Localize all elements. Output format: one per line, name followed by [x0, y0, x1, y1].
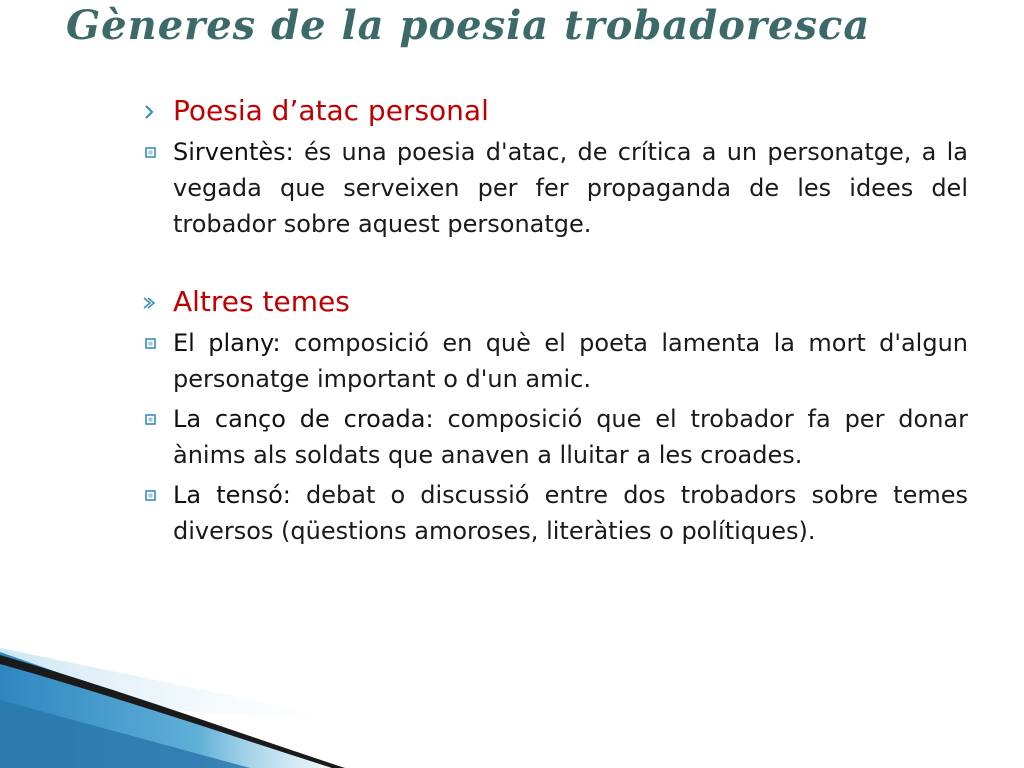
item-term: El plany: — [173, 329, 281, 357]
square-bullet-icon — [145, 338, 156, 349]
section-heading-altres — [142, 283, 968, 321]
slide-title: Gèneres de la poesia trobadoresca — [66, 2, 871, 49]
slide-content — [142, 88, 968, 549]
item-text: és una poesia d'atac, de crítica a un personatge, a la vegada que serveixen per fer propaganda de les idees del trobador sobre aquest personatge. — [173, 138, 968, 238]
square-bullet-icon — [145, 490, 156, 501]
list-item-croada — [142, 401, 968, 473]
list-item-plany — [142, 325, 968, 397]
item-text: composició que el trobador fa per donar ànims als soldats que anaven a lluitar a les croades. — [173, 405, 968, 469]
section-heading-label: Altres temes — [173, 285, 350, 318]
item-term: La canço de croada: — [173, 405, 434, 433]
section-heading-label: Poesia d’atac personal — [173, 94, 489, 127]
arrow-right-icon — [142, 105, 156, 119]
square-bullet-icon — [145, 414, 156, 425]
list-item-tenso — [142, 477, 968, 549]
section-heading-atac — [142, 92, 968, 130]
item-term: Sirventès: — [173, 138, 294, 166]
item-term: La tensó: — [173, 481, 291, 509]
list-item-sirventes — [142, 134, 968, 242]
item-text: debat o discussió entre dos trobadors sobre temes diversos (qüestions amoroses, literàties o polítiques). — [173, 481, 969, 545]
square-bullet-icon — [145, 147, 156, 158]
double-arrow-right-icon — [142, 296, 156, 310]
item-text: composició en què el poeta lamenta la mort d'algun personatge important o d'un amic. — [173, 329, 969, 393]
